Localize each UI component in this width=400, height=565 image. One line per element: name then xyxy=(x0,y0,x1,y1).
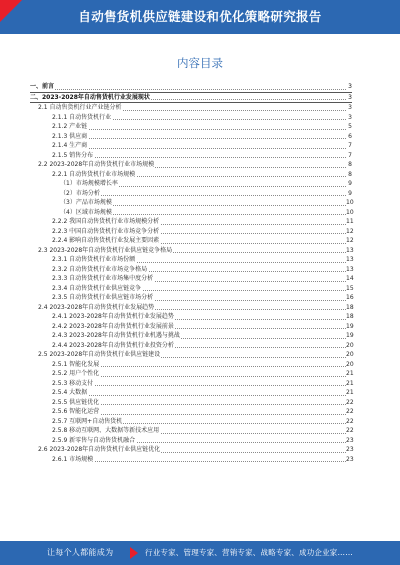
toc-entry[interactable] xyxy=(30,93,352,104)
toc-entry-text: 2.1.2 产业链 xyxy=(52,123,88,130)
toc-entry-page: 21 xyxy=(346,379,354,387)
toc-entry-text: 2.4.3 2023-2028年自动售货机行业机遇与挑战 xyxy=(52,332,180,339)
toc-entry-page: 23 xyxy=(346,455,354,463)
toc-entry[interactable] xyxy=(30,217,352,227)
toc-entry-text: 2.2 2023-2028年自动售货机行业市场规模 xyxy=(38,161,155,168)
toc-entry-text: 2.5.3 移动支付 xyxy=(52,379,94,387)
toc-entry[interactable] xyxy=(30,331,352,341)
toc-entry-page: 21 xyxy=(346,389,354,396)
toc-entry-text: 2.1.4 生产商 xyxy=(52,142,88,149)
toc-entry[interactable] xyxy=(30,141,352,151)
toc-entry-text: 2.4 2023-2028年自动售货机行业发展趋势 xyxy=(38,303,155,311)
toc-entry[interactable] xyxy=(30,407,352,417)
toc-entry[interactable] xyxy=(30,312,352,322)
toc-entry[interactable] xyxy=(30,293,352,303)
toc-leader-dots xyxy=(52,461,346,462)
toc-entry-text: 2.5.7 互联网+自动售货机 xyxy=(52,417,123,425)
toc-entry-page: 23 xyxy=(346,446,354,453)
toc-entry-page: 22 xyxy=(346,427,354,434)
toc-entry[interactable] xyxy=(30,388,352,398)
toc-entry[interactable] xyxy=(30,122,352,132)
toc-entry-text: 2.5.9 新零售与自动售货机融合 xyxy=(52,436,136,444)
toc-entry[interactable] xyxy=(30,103,352,113)
toc-entry-page: 14 xyxy=(346,275,354,282)
toc-entry-page: 6 xyxy=(346,132,352,142)
toc-entry[interactable] xyxy=(30,179,352,189)
toc-entry-page: 3 xyxy=(346,103,352,113)
toc-entry[interactable] xyxy=(30,113,352,123)
toc-entry[interactable] xyxy=(30,455,352,465)
page-header xyxy=(0,0,400,34)
toc-entry[interactable] xyxy=(30,189,352,199)
toc-entry-page: 12 xyxy=(346,227,354,235)
toc-entry-text: 2.4.1 2023-2028年自动售货机行业发展趋势 xyxy=(52,313,174,320)
toc-leader-dots xyxy=(30,89,346,90)
toc-leader-dots xyxy=(52,129,346,130)
toc-entry-text: 2.5.1 智能化发展 xyxy=(52,360,100,368)
toc-entry-text: 2.5.2 用户个性化 xyxy=(52,370,100,377)
toc-entry-page: 18 xyxy=(346,303,354,311)
toc-entry[interactable] xyxy=(30,198,352,208)
toc-entry[interactable] xyxy=(30,350,352,360)
toc-entry[interactable] xyxy=(30,445,352,455)
toc-entry[interactable] xyxy=(30,227,352,237)
toc-entry-text: 一、前言 xyxy=(30,83,55,90)
toc-entry-page: 13 xyxy=(346,246,354,254)
toc-entry-text: 2.5.4 大数据 xyxy=(52,389,88,396)
toc-entry-page: 23 xyxy=(346,436,354,444)
toc-entry-text: 2.4.4 2023-2028年自动售货机行业投资分析 xyxy=(52,341,174,349)
header-title: 自动售货机供应链建设和优化策略研究报告 xyxy=(78,9,322,24)
toc-entry-page: 20 xyxy=(346,341,354,349)
toc-entry-page: 12 xyxy=(346,237,354,244)
toc-entry[interactable] xyxy=(30,436,352,446)
toc-entry-text: 2.1.3 供应商 xyxy=(52,132,88,140)
toc-entry-page: 21 xyxy=(346,370,354,377)
toc-entry[interactable] xyxy=(30,132,352,142)
toc-entry[interactable] xyxy=(30,274,352,284)
toc-entry-text: 2.6.1 市场规模 xyxy=(52,455,94,463)
toc-entry-text: 2.3.3 自动售货机行业市场集中度分析 xyxy=(52,275,154,282)
footer-arrow-icon xyxy=(130,547,138,559)
toc-entry-text: 2.5.6 智能化运营 xyxy=(52,408,100,415)
toc-entry-page: 9 xyxy=(346,179,352,189)
table-of-contents xyxy=(30,82,352,464)
toc-entry-page: 20 xyxy=(346,351,354,358)
toc-entry-text: 2.3.4 自动售货机行业供应链竞争 xyxy=(52,284,142,292)
toc-entry-text: 2.2.2 我国自动售货机行业市场规模分析 xyxy=(52,218,160,225)
toc-entry-page: 5 xyxy=(346,122,352,132)
toc-leader-dots xyxy=(52,385,346,386)
toc-entry-page: 10 xyxy=(346,199,354,206)
toc-entry-page: 11 xyxy=(346,218,354,225)
toc-entry-page: 8 xyxy=(346,160,352,170)
toc-entry-page: 18 xyxy=(346,313,354,320)
page-footer xyxy=(0,541,400,565)
toc-entry-page: 3 xyxy=(346,113,352,123)
toc-entry-page: 7 xyxy=(346,151,352,161)
toc-entry[interactable] xyxy=(30,379,352,389)
toc-entry[interactable] xyxy=(30,417,352,427)
footer-slogan-right: 行业专家、管理专家、营销专家、战略专家、成功企业家…… xyxy=(145,548,353,557)
toc-entry-text: 2.5.5 供应链优化 xyxy=(52,398,100,406)
toc-entry-text: （3）产品市场规模 xyxy=(60,199,112,206)
toc-entry-page: 20 xyxy=(346,360,354,368)
toc-entry-page: 19 xyxy=(346,322,354,330)
toc-entry[interactable] xyxy=(30,398,352,408)
toc-entry-text: 2.4.2 2023-2028年自动售货机行业发展前景 xyxy=(52,322,174,330)
toc-title: 内容目录 xyxy=(177,56,223,70)
toc-entry[interactable] xyxy=(30,284,352,294)
toc-entry-text: 2.1.1 自动售货机行业 xyxy=(52,113,112,121)
toc-entry[interactable] xyxy=(30,426,352,436)
toc-entry[interactable] xyxy=(30,82,352,93)
toc-entry-page: 19 xyxy=(346,332,354,339)
toc-entry-page: 22 xyxy=(346,417,354,425)
toc-entry[interactable] xyxy=(30,341,352,351)
toc-entry-text: 2.2.4 影响自动售货机行业发展主要因素 xyxy=(52,237,160,244)
toc-entry[interactable] xyxy=(30,360,352,370)
toc-entry-text: 2.3 2023-2028年自动售货机行业供应链竞争格局 xyxy=(38,246,173,254)
toc-entry-text: 2.5 2023-2028年自动售货机行业供应链建设 xyxy=(38,351,161,358)
toc-entry[interactable] xyxy=(30,208,352,218)
toc-entry[interactable] xyxy=(30,236,352,246)
toc-leader-dots xyxy=(52,157,346,158)
toc-entry-page: 15 xyxy=(346,284,354,292)
toc-entry[interactable] xyxy=(30,151,352,161)
toc-entry-page: 22 xyxy=(346,398,354,406)
toc-entry-page: 3 xyxy=(346,93,352,103)
toc-leader-dots xyxy=(52,395,346,396)
toc-entry-text: （1）市场规模增长率 xyxy=(60,180,118,187)
toc-leader-dots xyxy=(52,148,346,149)
toc-entry-page: 16 xyxy=(346,294,354,301)
toc-entry-text: 2.1.5 销售分布 xyxy=(52,151,94,159)
toc-entry-page: 8 xyxy=(346,170,352,180)
toc-entry[interactable] xyxy=(30,170,352,180)
toc-entry-text: 2.3.1 自动售货机行业市场份额 xyxy=(52,256,136,263)
toc-entry-page: 13 xyxy=(346,265,354,273)
toc-entry-text: 2.3.5 自动售货机行业供应链市场分析 xyxy=(52,294,154,301)
toc-entry-text: 2.5.8 移动互联网、大数据等新技术应用 xyxy=(52,427,160,434)
toc-entry-text: （4）区域市场规模 xyxy=(60,208,112,216)
toc-entry[interactable] xyxy=(30,160,352,170)
toc-leader-dots xyxy=(52,138,346,139)
toc-entry-page: 22 xyxy=(346,408,354,415)
toc-entry[interactable] xyxy=(30,369,352,379)
toc-entry-text: 2.2.1 自动售货机行业市场规模 xyxy=(52,170,136,178)
toc-entry[interactable] xyxy=(30,246,352,256)
toc-entry[interactable] xyxy=(30,303,352,313)
toc-entry[interactable] xyxy=(30,255,352,265)
toc-entry-text: 2.6 2023-2028年自动售货机行业供应链优化 xyxy=(38,446,161,453)
footer-slogan-left: 让每个人都能成为 xyxy=(47,548,114,557)
toc-entry-text: 二、2023-2028年自动售货机行业发展现状 xyxy=(30,93,150,101)
toc-leader-dots xyxy=(60,195,346,196)
toc-entry-page: 13 xyxy=(346,256,354,263)
toc-entry-text: （2）市场分析 xyxy=(60,189,100,197)
toc-entry-text: 2.3.2 自动售货机行业市场竞争格局 xyxy=(52,265,148,273)
toc-entry[interactable] xyxy=(30,322,352,332)
toc-entry-page: 7 xyxy=(346,141,352,151)
toc-entry-text: 2.1 自动售货机行业产业链分析 xyxy=(38,104,122,111)
toc-entry-page: 10 xyxy=(346,208,354,216)
toc-entry-page: 3 xyxy=(346,82,352,92)
toc-entry-text: 2.2.3 中国自动售货机行业市场竞争分析 xyxy=(52,227,160,235)
toc-entry-page: 9 xyxy=(346,189,352,199)
toc-entry[interactable] xyxy=(30,265,352,275)
